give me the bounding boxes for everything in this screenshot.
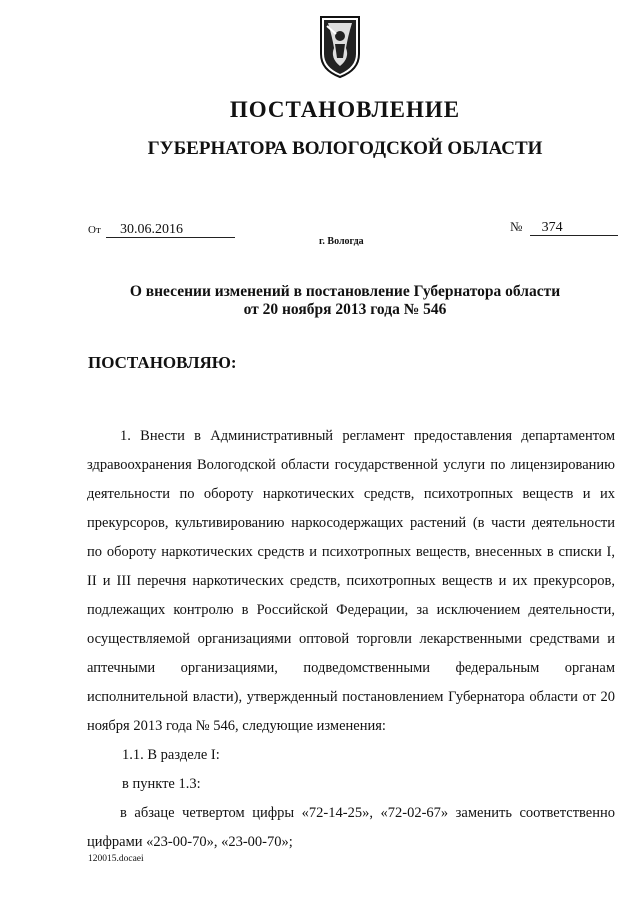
body-item: 1.1. В разделе I: [122, 747, 220, 763]
date-value: 30.06.2016 [106, 222, 235, 238]
document-title: ПОСТАНОВЛЕНИЕ [229, 97, 461, 122]
coat-of-arms-icon [318, 14, 362, 80]
subject-line-2: от 20 ноября 2013 года № 546 [243, 301, 447, 318]
date-label: От [88, 224, 101, 236]
document-subtitle: ГУБЕРНАТОРА ВОЛОГОДСКОЙ ОБЛАСТИ [147, 138, 543, 159]
number-label: № [510, 219, 523, 234]
body-item: в абзаце четвертом цифры «72-14-25», «72-02-67» заменить соответственно цифрами «23-00-70», «23-00-70»; [87, 805, 615, 850]
subject-line-1: О внесении изменений в постановление Губернатора области [129, 283, 561, 300]
document-body [87, 422, 615, 857]
body-item: в пункте 1.3: [122, 776, 201, 792]
document-date [88, 221, 235, 238]
resolve-heading: ПОСТАНОВЛЯЮ: [88, 353, 237, 372]
document-number [510, 219, 618, 236]
document-subject [90, 283, 600, 319]
footer-filename: 120015.docaei [88, 854, 144, 864]
body-paragraph: 1. Внести в Административный регламент предоставления департаментом здравоохранения Вологодской области государственной услуги по лицензированию деятельности по обороту наркотических средств, психотропных веществ и их прекурсоров, культивированию наркосодержащих растений (в части деятельности по обороту наркотических средств и психотропных веществ, внесенных в списки I, II и III перечня наркотических средств, психотропных веществ и их прекурсоров, подлежащих контролю в Российской Федерации, за исключением деятельности, осуществляемой организациями оптовой торговли лекарственными средствами и аптечными организациями, подведомственными федеральным органам исполнительной власти), утвержденный постановлением Губернатора области от 20 ноября 2013 года № 546, следующие изменения: [87, 428, 615, 734]
city-label: г. Вологда [319, 236, 364, 247]
number-value: 374 [530, 220, 618, 236]
